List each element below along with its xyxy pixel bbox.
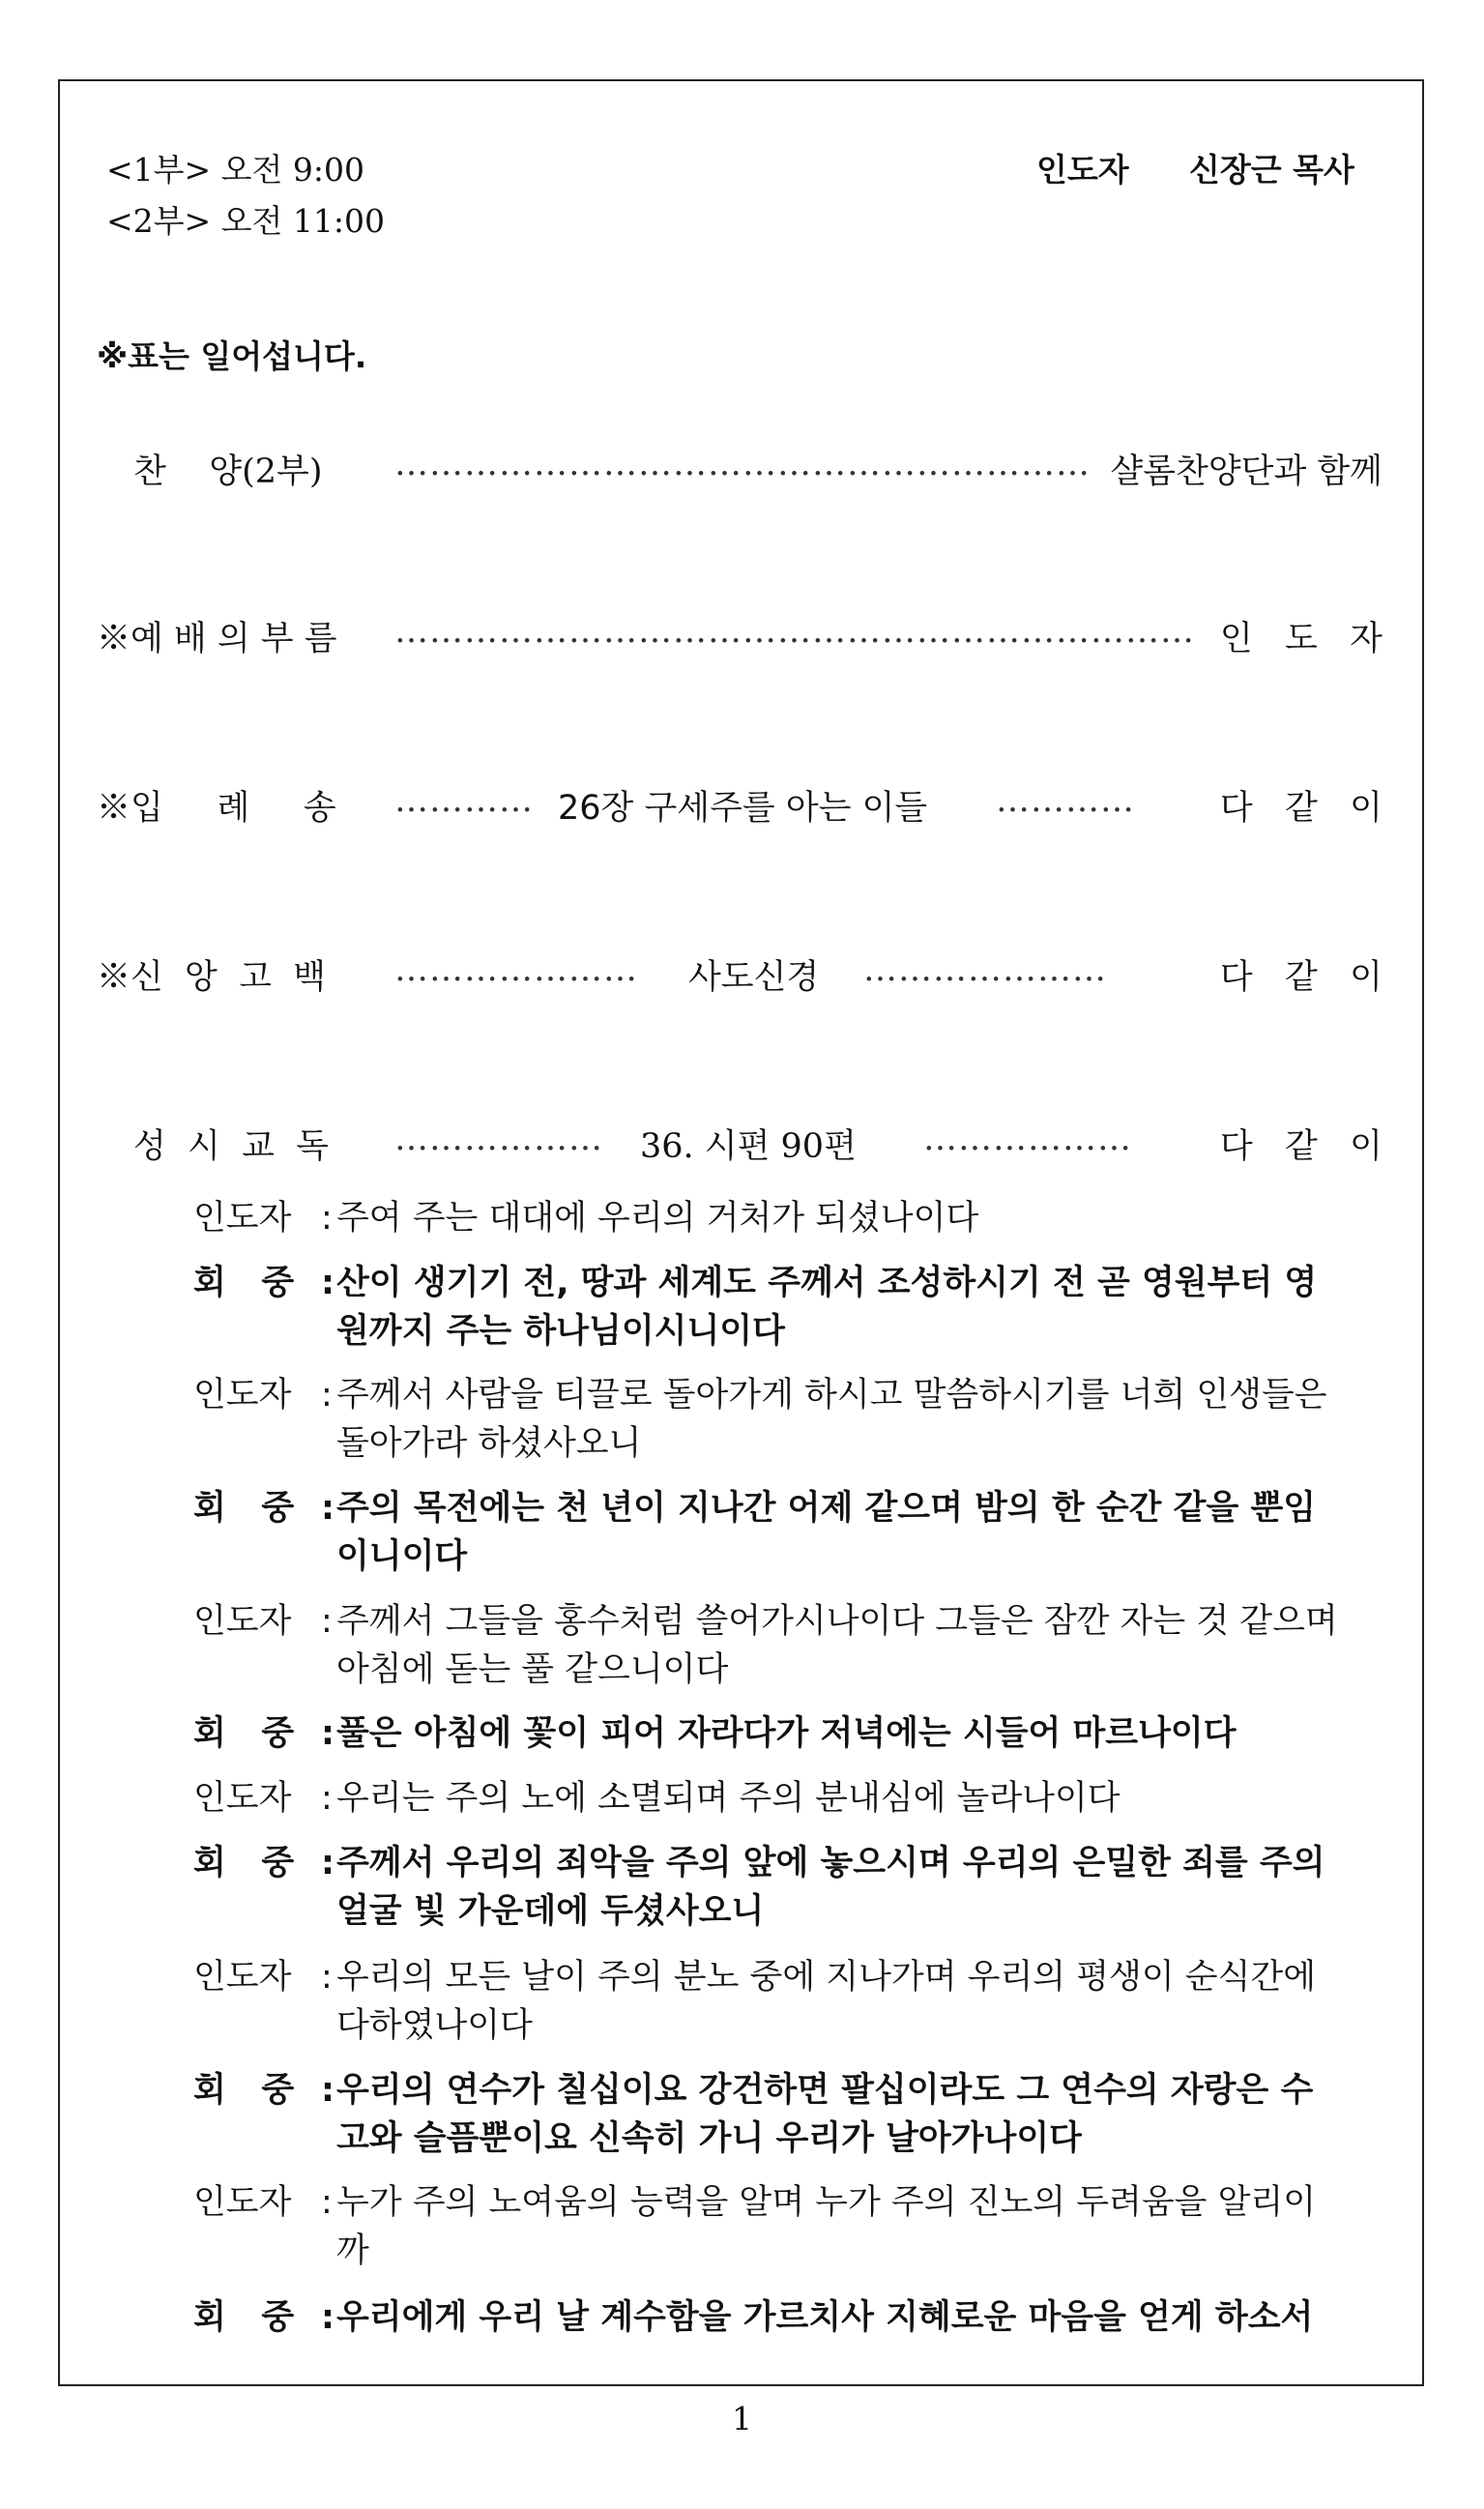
reading-text: 우리는 주의 노에 소멸되며 주의 분내심에 놀라나이다 (336, 1779, 1120, 1818)
order-row-creed (97, 950, 1382, 999)
order-performer: 다 같 이 (1219, 958, 1382, 997)
leader-name: 신장근 목사 (1189, 151, 1354, 189)
order-label: ※입 례 송 (97, 789, 336, 828)
reading-text: 누가 주의 노여움의 능력을 알며 누가 주의 진노의 두려움을 알리이까 (336, 2183, 1317, 2270)
speaker-label: 인도자 (193, 1376, 292, 1415)
order-performer: 다 같 이 (1219, 789, 1382, 828)
leader-title: 인도자 (1036, 151, 1129, 189)
reading-text: 우리의 연수가 칠십이요 강건하면 팔십이라도 그 연수의 자랑은 수고와 슬픔뿐이요 신속히 가니 우리가 날아가나이다 (336, 2071, 1314, 2158)
reading-text: 우리의 모든 날이 주의 분노 중에 지나가며 우리의 평생이 순식간에 다하였나이다 (336, 1958, 1317, 2045)
reading-text: 우리에게 우리 날 계수함을 가르치사 지혜로운 마음을 얻게 하소서 (336, 2298, 1314, 2337)
speaker-label: 인도자 (193, 1199, 292, 1238)
creed-title: 사도신경 (688, 958, 820, 997)
page-number: 1 (732, 2400, 752, 2437)
speaker-label: 인도자 (193, 2183, 292, 2222)
leader-dots-right: ………… (996, 781, 1135, 820)
order-label: 찬 양(2부) (133, 452, 323, 491)
leader-dots-left: ………………… (394, 950, 638, 989)
speaker-label: 회 중 (193, 1489, 295, 1528)
leader-dots: …………………………………………………… (394, 445, 1091, 483)
speaker-label: 인도자 (193, 1602, 292, 1641)
leader-dots-left: ……………… (394, 1120, 603, 1158)
speaker-label: 인도자 (193, 1958, 292, 1997)
reading-text: 주께서 사람을 티끌로 돌아가게 하시고 말씀하시기를 너희 인생들은 돌아가라 하셨사오니 (336, 1376, 1327, 1463)
speaker-label: 회 중 (193, 1264, 295, 1302)
order-performer: 다 같 이 (1219, 1127, 1382, 1166)
order-label: ※예 배 의 부 름 (97, 620, 337, 658)
speaker-label: 회 중 (193, 2298, 295, 2337)
hymn-title: 26장 구세주를 아는 이들 (558, 789, 928, 828)
speaker-label: 회 중 (193, 2071, 295, 2110)
leader-dots-right: ………………… (863, 950, 1107, 989)
reading-text: 주께서 우리의 죄악을 주의 앞에 놓으시며 우리의 은밀한 죄를 주의 얼굴 빛 가운데에 두셨사오니 (336, 1844, 1325, 1931)
leader-dots: …………………………………………………………… (394, 612, 1195, 651)
speaker-label: 인도자 (193, 1779, 292, 1818)
leader-dots-left: ………… (394, 781, 534, 820)
speaker-label: 회 중 (193, 1844, 295, 1882)
order-performer: 샬롬찬양단과 함께 (1110, 452, 1382, 491)
speaker-label: 회 중 (193, 1714, 295, 1753)
order-performer: 인 도 자 (1219, 620, 1382, 658)
reading-text: 주께서 그들을 홍수처럼 쓸어가시나이다 그들은 잠깐 자는 것 같으며 아침에 돋는 풀 같으니이다 (336, 1602, 1338, 1689)
service-time-2: <2부> 오전 11:00 (106, 202, 386, 240)
order-label: 성 시 교 독 (133, 1127, 329, 1166)
order-row-praise (97, 445, 1382, 493)
reading-text: 산이 생기기 전, 땅과 세계도 주께서 조성하시기 전 곧 영원부터 영원까지 주는 하나님이시니이다 (336, 1264, 1318, 1351)
service-time-1: <1부> 오전 9:00 (106, 151, 365, 189)
order-row-call-to-worship (97, 612, 1382, 660)
psalm-title: 36. 시편 90편 (640, 1127, 857, 1166)
order-row-opening-hymn (97, 781, 1382, 830)
order-row-responsive-reading (97, 1120, 1382, 1168)
standing-note: ※표는 일어섭니다. (97, 337, 367, 375)
reading-text: 주여 주는 대대에 우리의 거처가 되셨나이다 (336, 1199, 979, 1238)
reading-text: 주의 목전에는 천 년이 지나간 어제 같으며 밤의 한 순간 같을 뿐임이니이다 (336, 1489, 1317, 1576)
reading-text: 풀은 아침에 꽃이 피어 자라다가 저녁에는 시들어 마르나이다 (336, 1714, 1237, 1753)
leader-dots-right: ……………… (923, 1120, 1132, 1158)
order-label: ※신 앙 고 백 (97, 958, 326, 997)
